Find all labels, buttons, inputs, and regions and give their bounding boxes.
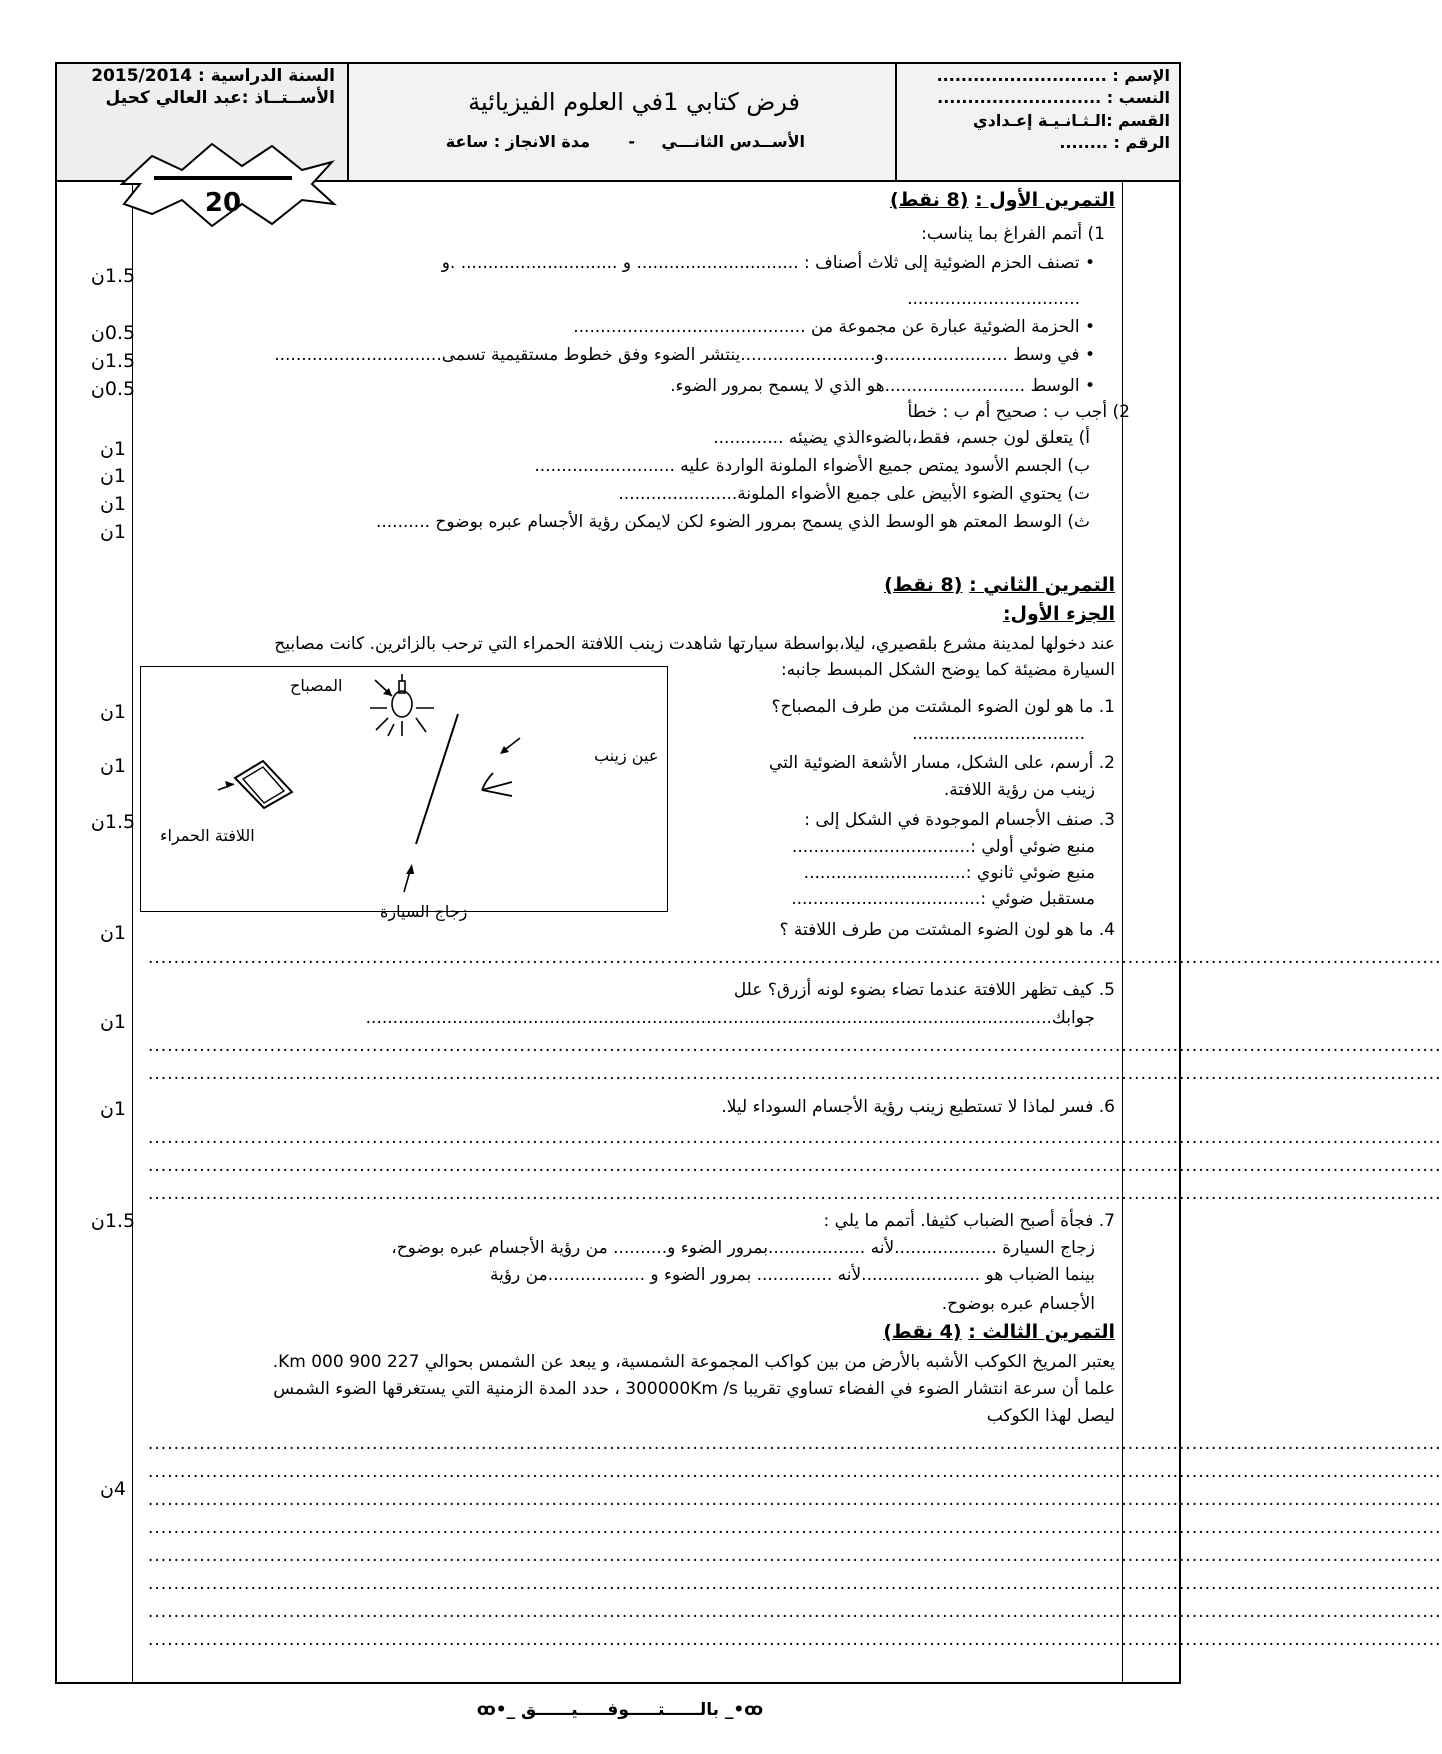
separator: - [628,132,635,151]
exercise2-q2-line1: 2. أرسم، على الشكل، مسار الأشعة الضوئية التي [768,753,1115,773]
exercise2-q7-line1[interactable]: زجاج السيارة ...................لأنه ..................بمرور الضوء و.......... من رؤية الأجسام عبره بوضوح، [391,1238,1095,1258]
header-vline-1 [347,62,349,180]
semester: الأســدس الثانـــي [661,132,805,151]
figure-label-sign: اللافتة الحمراء [160,826,255,845]
exercise1-tf-2: ب) الجسم الأسود يمتص جميع الأضواء الملونة الواردة عليه .......................... [534,456,1090,476]
exercise3-heading [883,1322,1115,1342]
exercise1-heading [890,190,1115,210]
exercise1-q2: 2) أجب ب : صحيح أم ب : خطأ [907,402,1130,422]
figure-label-glass: زجاج السيارة [380,902,468,921]
exercise2-q7-line3: الأجسام عبره بوضوح. [941,1294,1095,1314]
exercise1-item-1: • تصنف الحزم الضوئية إلى ثلاث أصناف : .............................. و ............................. .و [441,253,1095,273]
exercise2-q3: 3. صنف الأجسام الموجودة في الشكل إلى : [804,810,1115,830]
exercise2-q3-receiver[interactable]: مستقبل ضوئي :................................... [791,889,1095,909]
answer-line[interactable]: .......................................................................................................................................................................................................... [148,1184,1442,1204]
exam-title: فرض كتابي 1في العلوم الفيزيائية [468,88,800,116]
mark: 4ن [99,1478,127,1500]
exercise2-q5-line2[interactable]: جوابك............................................................................................................................... [365,1008,1095,1028]
mark: 0.5ن [90,378,136,400]
mark: 1ن [99,493,127,515]
exercise1-tf-1: أ) يتعلق لون جسم، فقط،بالضوءالذي يضيئه ............. [713,428,1090,448]
exercise1-tf-4: ث) الوسط المعتم هو الوسط الذي يسمح بمرور الضوء لكن لايمكن رؤية الأجسام عبره بوضوح .......... [375,512,1090,532]
figure-label-lamp: المصباح [290,676,343,695]
answer-line[interactable]: .......................................................................................................................................................................................................... [148,1630,1442,1650]
exercise2-q4: 4. ما هو لون الضوء المشتت من طرف اللافتة ؟ [779,920,1115,940]
exercise1-q1: 1) أتمم الفراغ بما يناسب: [921,224,1105,244]
exercise1-title: التمرين الأول : [975,189,1115,211]
header-vline-2 [895,62,897,180]
exercise2-q7-line2[interactable]: بينما الضباب هو ......................لأنه .............. بمرور الضوء و ..................من رؤية [490,1265,1095,1285]
figure-label-eye: عين زينب [594,746,659,765]
answer-line[interactable]: .......................................................................................................................................................................................................... [148,1546,1442,1566]
answer-line[interactable]: .......................................................................................................................................................................................................... [148,1574,1442,1594]
exercise3-title: التمرين الثالث : [968,1321,1115,1343]
exercise3-text-1: يعتبر المريخ الكوكب الأشبه بالأرض من بين كواكب المجموعة الشمسية، و يبعد عن الشمس بحوالي 227 900 000 Km. [272,1352,1115,1372]
mark: 1ن [99,465,127,487]
answer-line[interactable]: .......................................................................................................................................................................................................... [148,1434,1442,1454]
exercise1-points: (8 نقط) [890,189,969,211]
exercise2-q6: 6. فسر لماذا لا تستطيع زينب رؤية الأجسام السوداء ليلا. [721,1097,1115,1117]
exercise1-item-4: • الوسط ..........................هو الذي لا يسمح بمرور الضوء. [670,376,1095,396]
footer-good-luck: ꝏ•_ بالــــــتـــــوفـــــيــــــق _•ꝏ [476,1700,764,1720]
mark: 1ن [99,438,127,460]
exercise1-item-3: • في وسط .......................و.........................ينتشر الضوء وفق خطوط مستقيمية تسمى............................... [274,345,1095,365]
answer-line[interactable]: .......................................................................................................................................................................................................... [148,1128,1442,1148]
answer-line[interactable]: .......................................................................................................................................................................................................... [148,1064,1442,1084]
exercise2-points: (8 نقط) [884,574,963,596]
exercise2-q3-secondary[interactable]: منبع ضوئي ثانوي :.............................. [803,863,1095,883]
exercise2-intro-1: عند دخولها لمدينة مشرع بلقصيري، ليلا،بواسطة سيارتها شاهدت زينب اللافتة الحمراء التي ترحب بالزائرين. كانت مصابيح [274,634,1115,654]
answer-line[interactable]: .......................................................................................................................................................................................................... [148,1156,1442,1176]
exercise2-q7: 7. فجأة أصبح الضباب كثيفا. أتمم ما يلي : [823,1211,1115,1231]
exercise3-points: (4 نقط) [883,1321,962,1343]
mark: 0.5ن [90,322,136,344]
surname-field[interactable]: النسب : ........................... [937,88,1170,107]
exercise3-text-3: ليصل لهذا الكوكب [986,1406,1115,1426]
exercise1-tf-3: ت) يحتوي الضوء الأبيض على جميع الأضواء الملونة...................... [618,484,1090,504]
mark: 1ن [99,701,127,723]
figure-drawing [140,666,666,910]
mark: 1.5ن [90,265,136,287]
exercise2-q2-line2: زينب من رؤية اللافتة. [943,780,1095,800]
exercise2-q1: 1. ما هو لون الضوء المشتت من طرف المصباح؟ [771,697,1115,717]
exercise2-q1-answer[interactable]: ................................ [912,724,1085,744]
duration: مدة الانجاز : ساعة [445,132,590,151]
class-field: القسم :الـثـانـيـة إعـدادي [972,111,1170,130]
exercise1-item-1b: ................................ [907,289,1080,309]
teacher-name: الأســتــاذ :عبد العالي كحيل [105,88,335,108]
exercise2-q5-line1: 5. كيف تظهر اللافتة عندما تضاء بضوء لونه أزرق؟ علل [733,980,1115,1000]
answer-line[interactable]: .......................................................................................................................................................................................................... [148,1602,1442,1622]
exercise1-item-2: • الحزمة الضوئية عبارة عن مجموعة من ........................................... [573,317,1095,337]
mark: 1ن [99,1011,127,1033]
answer-line[interactable]: .......................................................................................................................................................................................................... [148,1490,1442,1510]
school-year: السنة الدراسية : 2015/2014 [91,66,335,86]
red-sign-icon [235,761,292,808]
exercise2-part: الجزء الأول: [1002,603,1115,625]
header-center-cell [349,64,895,180]
exercise3-text-2: علما أن سرعة انتشار الضوء في الفضاء تساوي تقريبا 300000Km /s ، حدد المدة الزمنية التي يستغرقها الضوء الشمس [273,1379,1115,1399]
exercise2-intro-2: السيارة مضيئة كما يوضح الشكل المبسط جانبه: [780,660,1115,680]
answer-line[interactable]: .......................................................................................................................................................................................................... [148,948,1442,968]
mark: 1ن [99,922,127,944]
mark: 1.5ن [90,350,136,372]
exercise2-q3-primary[interactable]: منبع ضوئي أولي :................................. [791,837,1095,857]
score-value: 20 [204,188,242,218]
car-glass-icon [416,714,458,844]
mark: 1ن [99,521,127,543]
number-field[interactable]: الرقم : ........ [1059,133,1170,152]
mark: 1ن [99,755,127,777]
name-field[interactable]: الإسم : ............................ [936,66,1170,85]
mark: 1ن [99,1098,127,1120]
mark: 1.5ن [90,1210,136,1232]
answer-line[interactable]: .......................................................................................................................................................................................................... [148,1036,1442,1056]
exercise2-title: التمرين الثاني : [969,574,1115,596]
eye-icon [482,773,512,796]
answer-line[interactable]: .......................................................................................................................................................................................................... [148,1518,1442,1538]
answer-line[interactable]: .......................................................................................................................................................................................................... [148,1462,1442,1482]
mark: 1.5ن [90,811,136,833]
exercise2-heading [884,575,1115,595]
